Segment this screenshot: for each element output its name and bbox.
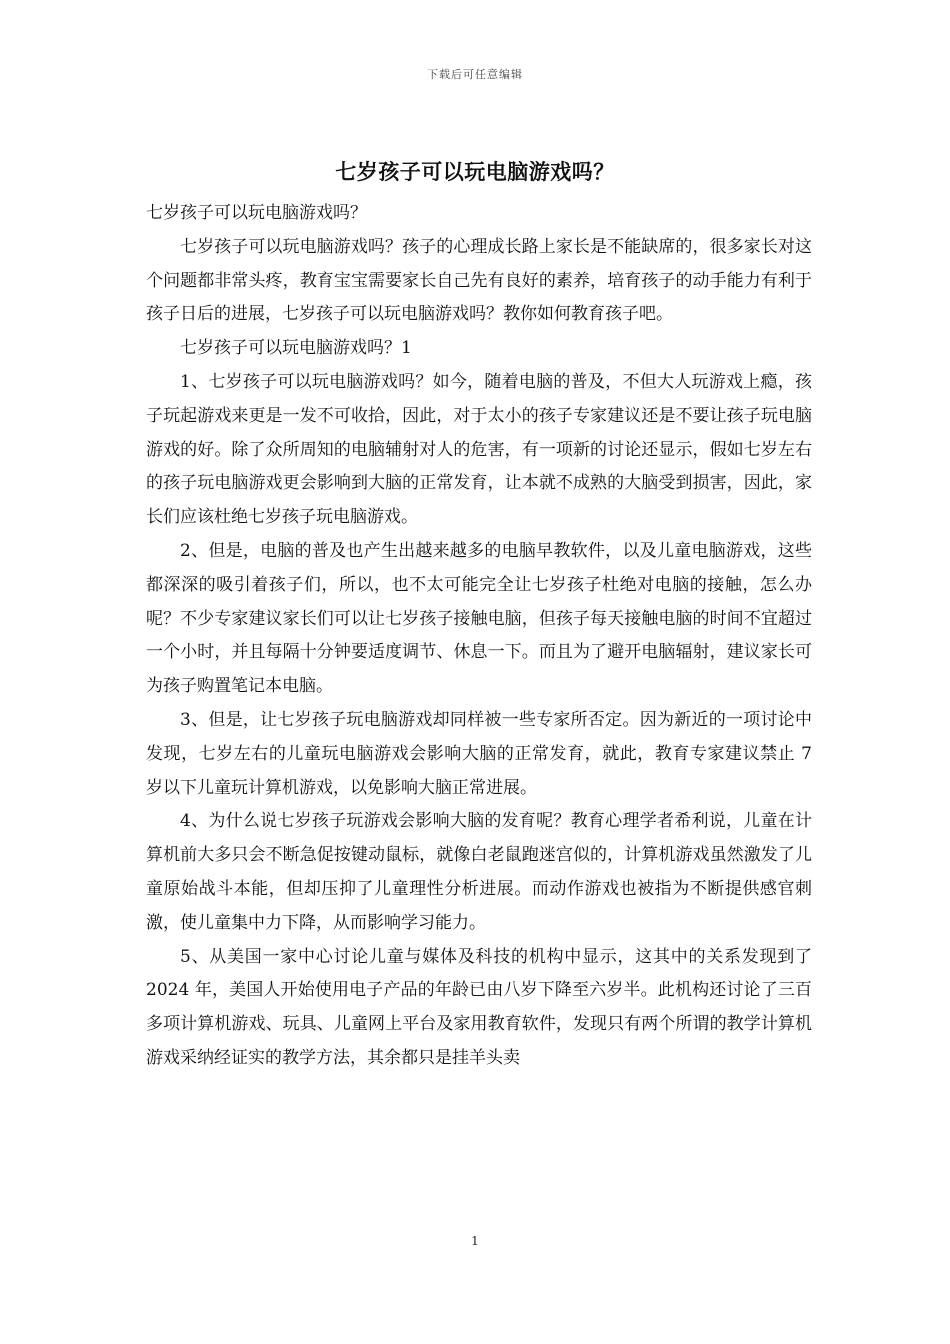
document-title: 七岁孩子可以玩电脑游戏吗？: [335, 159, 615, 184]
paragraph-2: 2、但是，电脑的普及也产生出越来越多的电脑早教软件，以及儿童电脑游戏，这些都深深的吸引着孩子们，所以，也不太可能完全让七岁孩子杜绝对电脑的接触，怎么办呢？不少专家建议家长们可以让七岁孩子接触电脑，但孩子每天接触电脑的时间不宜超过一个小时，并且每隔十分钟要适度调节、休息一下。而且为了避开电脑辐射，建议家长可为孩子购置笔记本电脑。: [146, 540, 812, 697]
paragraph-3: 3、但是，让七岁孩子玩电脑游戏却同样被一些专家所否定。因为新近的一项讨论中发现，七岁左右的儿童玩电脑游戏会影响大脑的正常发育，就此，教育专家建议禁止 7 岁以下儿童玩计算机游戏，以免影响大脑正常进展。: [146, 709, 812, 798]
document-body: [146, 197, 812, 1076]
paragraph-1: 1、七岁孩子可以玩电脑游戏吗？如今，随着电脑的普及，不但大人玩游戏上瘾，孩子玩起游戏来更是一发不可收拾，因此，对于太小的孩子专家建议还是不要让孩子玩电脑游戏的好。除了众所周知的电脑辅射对人的危害，有一项新的讨论还显示，假如七岁左右的孩子玩电脑游戏更会影响到大脑的正常发育，让本就不成熟的大脑受到损害，因此，家长们应该杜绝七岁孩子玩电脑游戏。: [146, 371, 812, 528]
section-heading: 七岁孩子可以玩电脑游戏吗？1: [180, 338, 412, 359]
intro-paragraph: 七岁孩子可以玩电脑游戏吗？孩子的心理成长路上家长是不能缺席的，很多家长对这个问题都非常头疼，教育宝宝需要家长自己先有良好的素养，培育孩子的动手能力有利于孩子日后的进展，七岁孩子可以玩电脑游戏吗？教你如何教育孩子吧。: [146, 236, 812, 325]
header-note: 下载后可任意编辑: [427, 68, 523, 81]
paragraph-5: 5、从美国一家中心讨论儿童与媒体及科技的机构中显示，这其中的关系发现到了 2024 年，美国人开始使用电子产品的年龄已由八岁下降至六岁半。此机构还讨论了三百多项计算机游戏、玩具、儿童网上平台及家用教育软件，发现只有两个所谓的教学计算机游戏采纳经证实的教学方法，其余都只是挂羊头卖: [146, 946, 812, 1068]
page-number: 1: [471, 1234, 479, 1248]
paragraph-4: 4、为什么说七岁孩子玩游戏会影响大脑的发育呢？教育心理学者希利说，儿童在计算机前大多只会不断急促按键动鼠标，就像白老鼠跑迷宫似的，计算机游戏虽然激发了儿童原始战斗本能，但却压抑了儿童理性分析进展。而动作游戏也被指为不断提供感官刺激，使儿童集中力下降，从而影响学习能力。: [146, 811, 812, 933]
document-subtitle: 七岁孩子可以玩电脑游戏吗？: [146, 203, 367, 223]
